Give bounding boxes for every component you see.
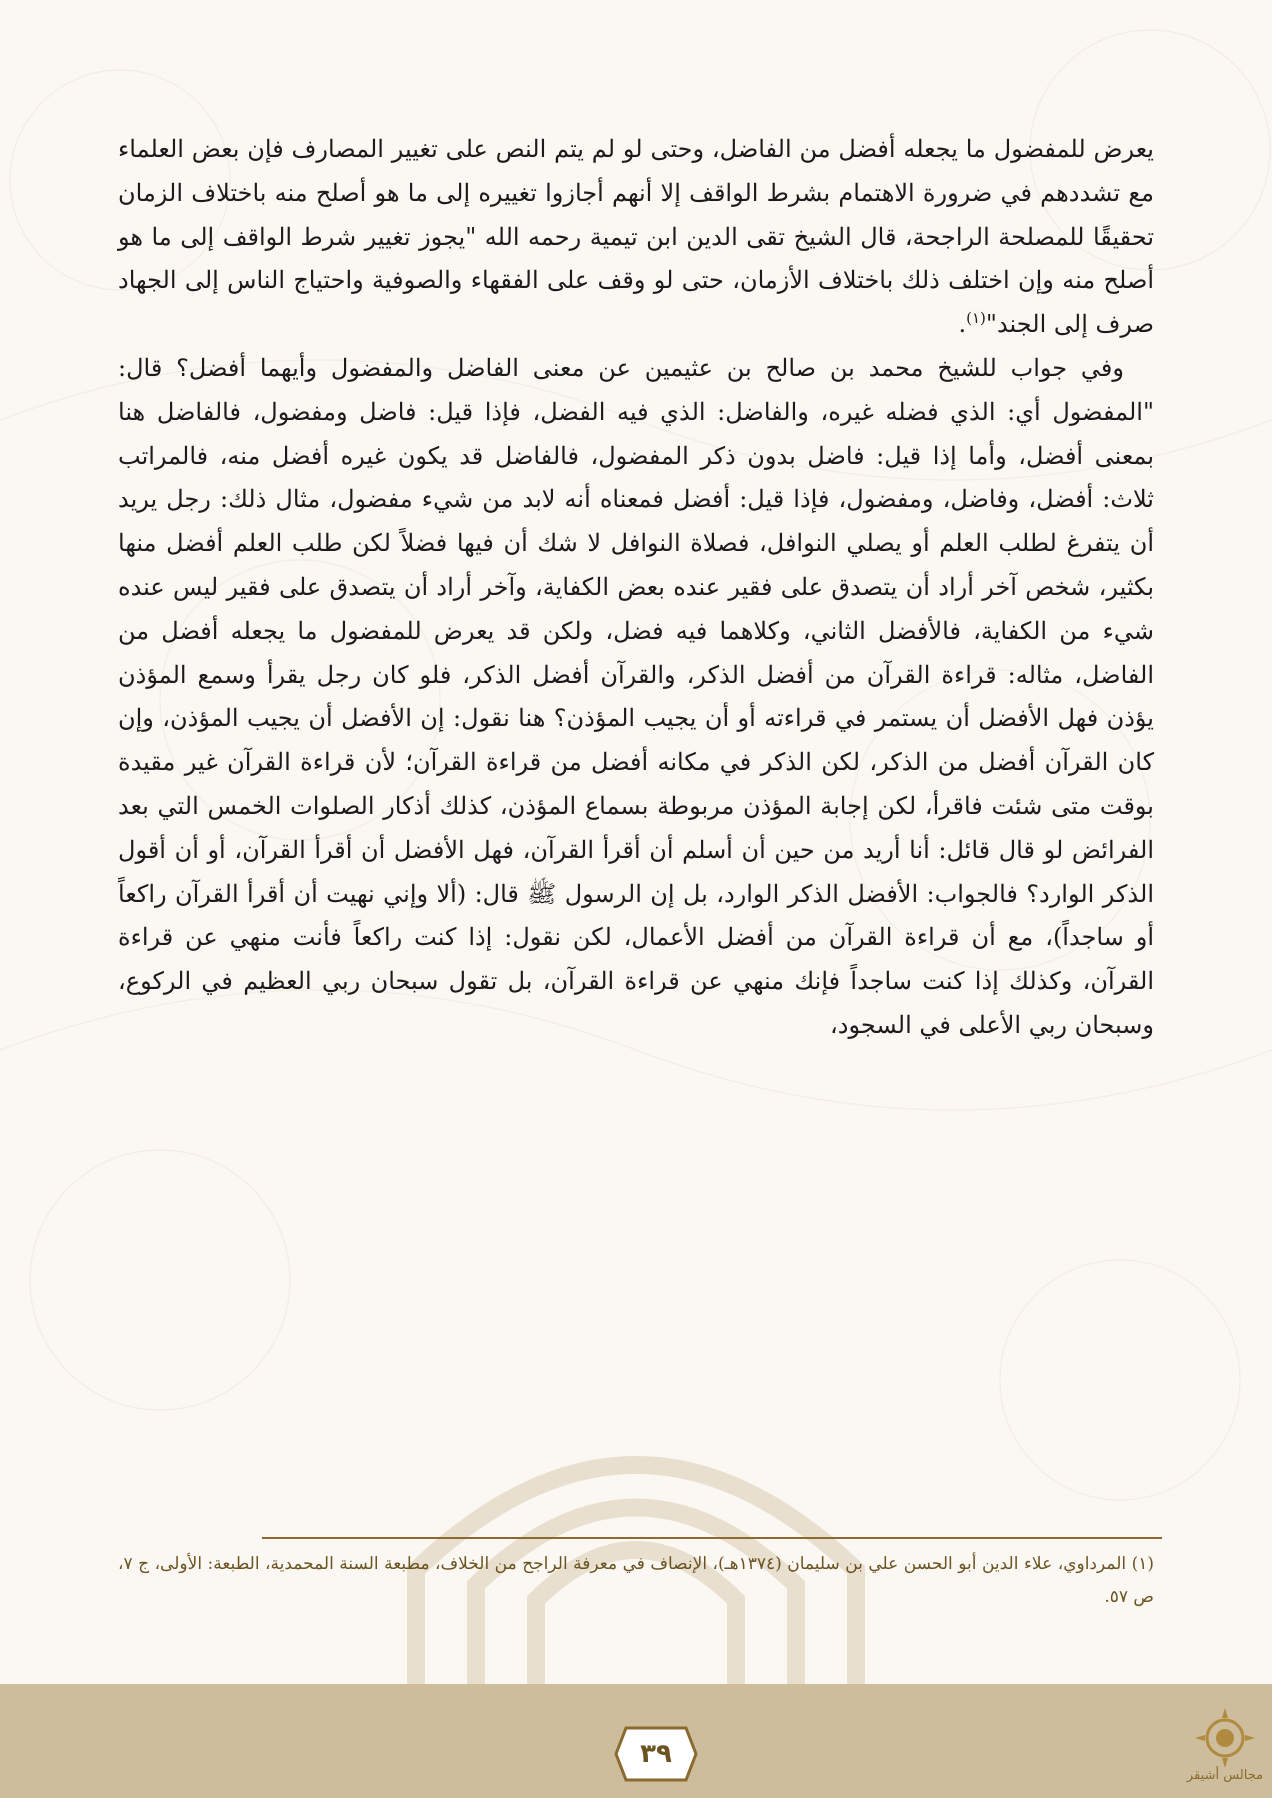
paragraph-2: وفي جواب للشيخ محمد بن صالح بن عثيمين عن معنى الفاضل والمفضول وأيهما أفضل؟ قال: "المفضول أي: الذي فضله غيره، والفاضل: الذي فيه الفضل، فإذا قيل: فاضل ومفضول، فالفاضل هنا بمعنى أفضل، وأما إذا قيل: فاضل بدون ذكر المفضول، فالفاضل قد يكون غيره أفضل منه، فالمراتب ثلاث: أفضل، وفاضل، ومفضول، فإذا قيل: أفضل فمعناه أنه لابد من شيء مفضول، مثال ذلك: رجل يريد أن يتفرغ لطلب العلم أو يصلي النوافل، فصلاة النوافل لا شك أن فيها فضلاً لكن طلب العلم أفضل منها بكثير، شخص آخر أراد أن يتصدق على فقير عنده بعض الكفاية، وآخر أراد أن يتصدق على فقير ليس عنده شيء من الكفاية، فالأفضل الثاني، وكلاهما فيه فضل، ولكن قد يعرض للمفضول ما يجعله أفضل من الفاضل، مثاله: قراءة القرآن من أفضل الذكر، والقرآن أفضل الذكر، فلو كان رجل يقرأ وسمع المؤذن يؤذن فهل الأفضل أن يستمر في قراءته أو أن يجيب المؤذن؟ هنا نقول: إن الأفضل أن يجيب المؤذن، وإن كان القرآن أفضل من الذكر، لكن الذكر في مكانه أفضل من قراءة القرآن؛ لأن قراءة القرآن غير مقيدة بوقت متى شئت فاقرأ، لكن إجابة المؤذن مربوطة بسماع المؤذن، كذلك أذكار الصلوات الخمس التي بعد الفرائض لو قال قائل: أنا أريد من حين أن أسلم أن أقرأ القرآن، فهل الأفضل أن أقرأ القرآن، أو أن أقول الذكر الوارد؟ فالجواب: الأفضل الذكر الوارد، بل إن الرسول ﷺ قال: (ألا وإني نهيت أن أقرأ القرآن راكعاً أو ساجداً)، مع أن قراءة القرآن من أفضل الأعمال، لكن نقول: إذا كنت راكعاً فأنت منهي عن قراءة القرآن، وكذلك إذا كنت ساجداً فإنك منهي عن قراءة القرآن، بل تقول سبحان ربي العظيم في الركوع، وسبحان ربي الأعلى في السجود، xyxy=(118,353,1155,1039)
page-number: ٣٩ xyxy=(640,1739,672,1769)
body-text xyxy=(118,128,1154,1048)
footnote: (١) المرداوي، علاء الدين أبو الحسن علي بن سليمان (١٣٧٤هـ)، الإنصاف في معرفة الراجح من الخلاف، مطبعة السنة المحمدية، الطبعة: الأولى، ج ٧، ص ٥٧. xyxy=(118,1554,1155,1607)
paragraph-1 xyxy=(118,128,1154,347)
footnote-divider xyxy=(262,1537,1162,1539)
paragraph-1-end: . xyxy=(958,310,967,339)
paragraph-1-text: يعرض للمفضول ما يجعله أفضل من الفاضل، وحتى لو لم يتم النص على تغيير المصارف فإن بعض العلماء مع تشددهم في ضرورة الاهتمام بشرط الواقف إلا أنهم أجازوا تغييره إلى ما هو أصلح منه باختلاف الزمان تحقيقًا للمصلحة الراجحة، قال الشيخ تقى الدين ابن تيمية رحمه الله "يجوز تغيير شرط الواقف إلى ما هو أصلح منه وإن اختلف ذلك باختلاف الأزمان، حتى لو وقف على الفقهاء والصوفية واحتياج الناس إلى الجهاد صرف إلى الجند" xyxy=(118,135,1154,339)
footnote-reference[interactable]: (١) xyxy=(966,309,986,328)
logo-text: مجالس أشيقر xyxy=(1186,1768,1264,1783)
